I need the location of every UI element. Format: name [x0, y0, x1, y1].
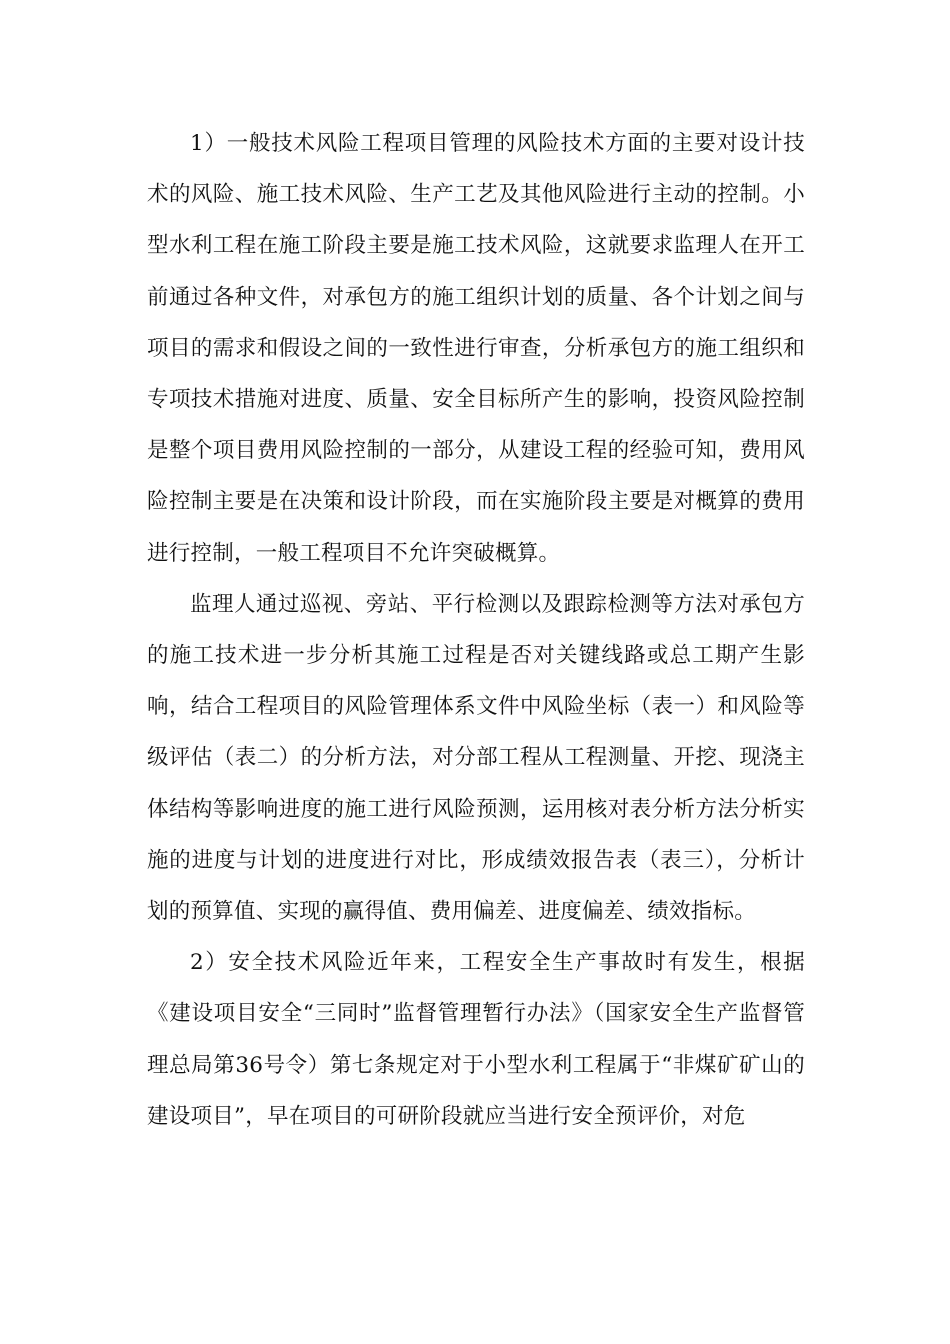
paragraph-supervision-methods: 监理人通过巡视、旁站、平行检测以及跟踪检测等方法对承包方的施工技术进一步分析其施工过程是否对关键线路或总工期产生影响，结合工程项目的风险管理体系文件中风险坐标（表一）和风险等级评估（表二）的分析方法，对分部工程从工程测量、开挖、现浇主体结构等影响进度的施工进行风险预测，运用核对表分析方法分析实施的进度与计划的进度进行对比，形成绩效报告表（表三），分析计划的预算值、实现的赢得值、费用偏差、进度偏差、绩效指标。 [147, 591, 805, 925]
paragraph-safety-technical-risk: 2）安全技术风险近年来，工程安全生产事故时有发生，根据《建设项目安全“三同时”监督管理暂行办法》（国家安全生产监督管理总局第36号令）第七条规定对于小型水利工程属于“非煤矿矿山的建设项目”，早在项目的可研阶段就应当进行安全预评价，对危 [147, 950, 805, 1129]
paragraph-general-technical-risk: 1）一般技术风险工程项目管理的风险技术方面的主要对设计技术的风险、施工技术风险、生产工艺及其他风险进行主动的控制。小型水利工程在施工阶段主要是施工技术风险，这就要求监理人在开工前通过各种文件，对承包方的施工组织计划的质量、各个计划之间与项目的需求和假设之间的一致性进行审查，分析承包方的施工组织和专项技术措施对进度、质量、安全目标所产生的影响，投资风险控制是整个项目费用风险控制的一部分，从建设工程的经验可知，费用风险控制主要是在决策和设计阶段，而在实施阶段主要是对概算的费用进行控制，一般工程项目不允许突破概算。 [147, 131, 805, 566]
document-body [147, 118, 805, 1142]
